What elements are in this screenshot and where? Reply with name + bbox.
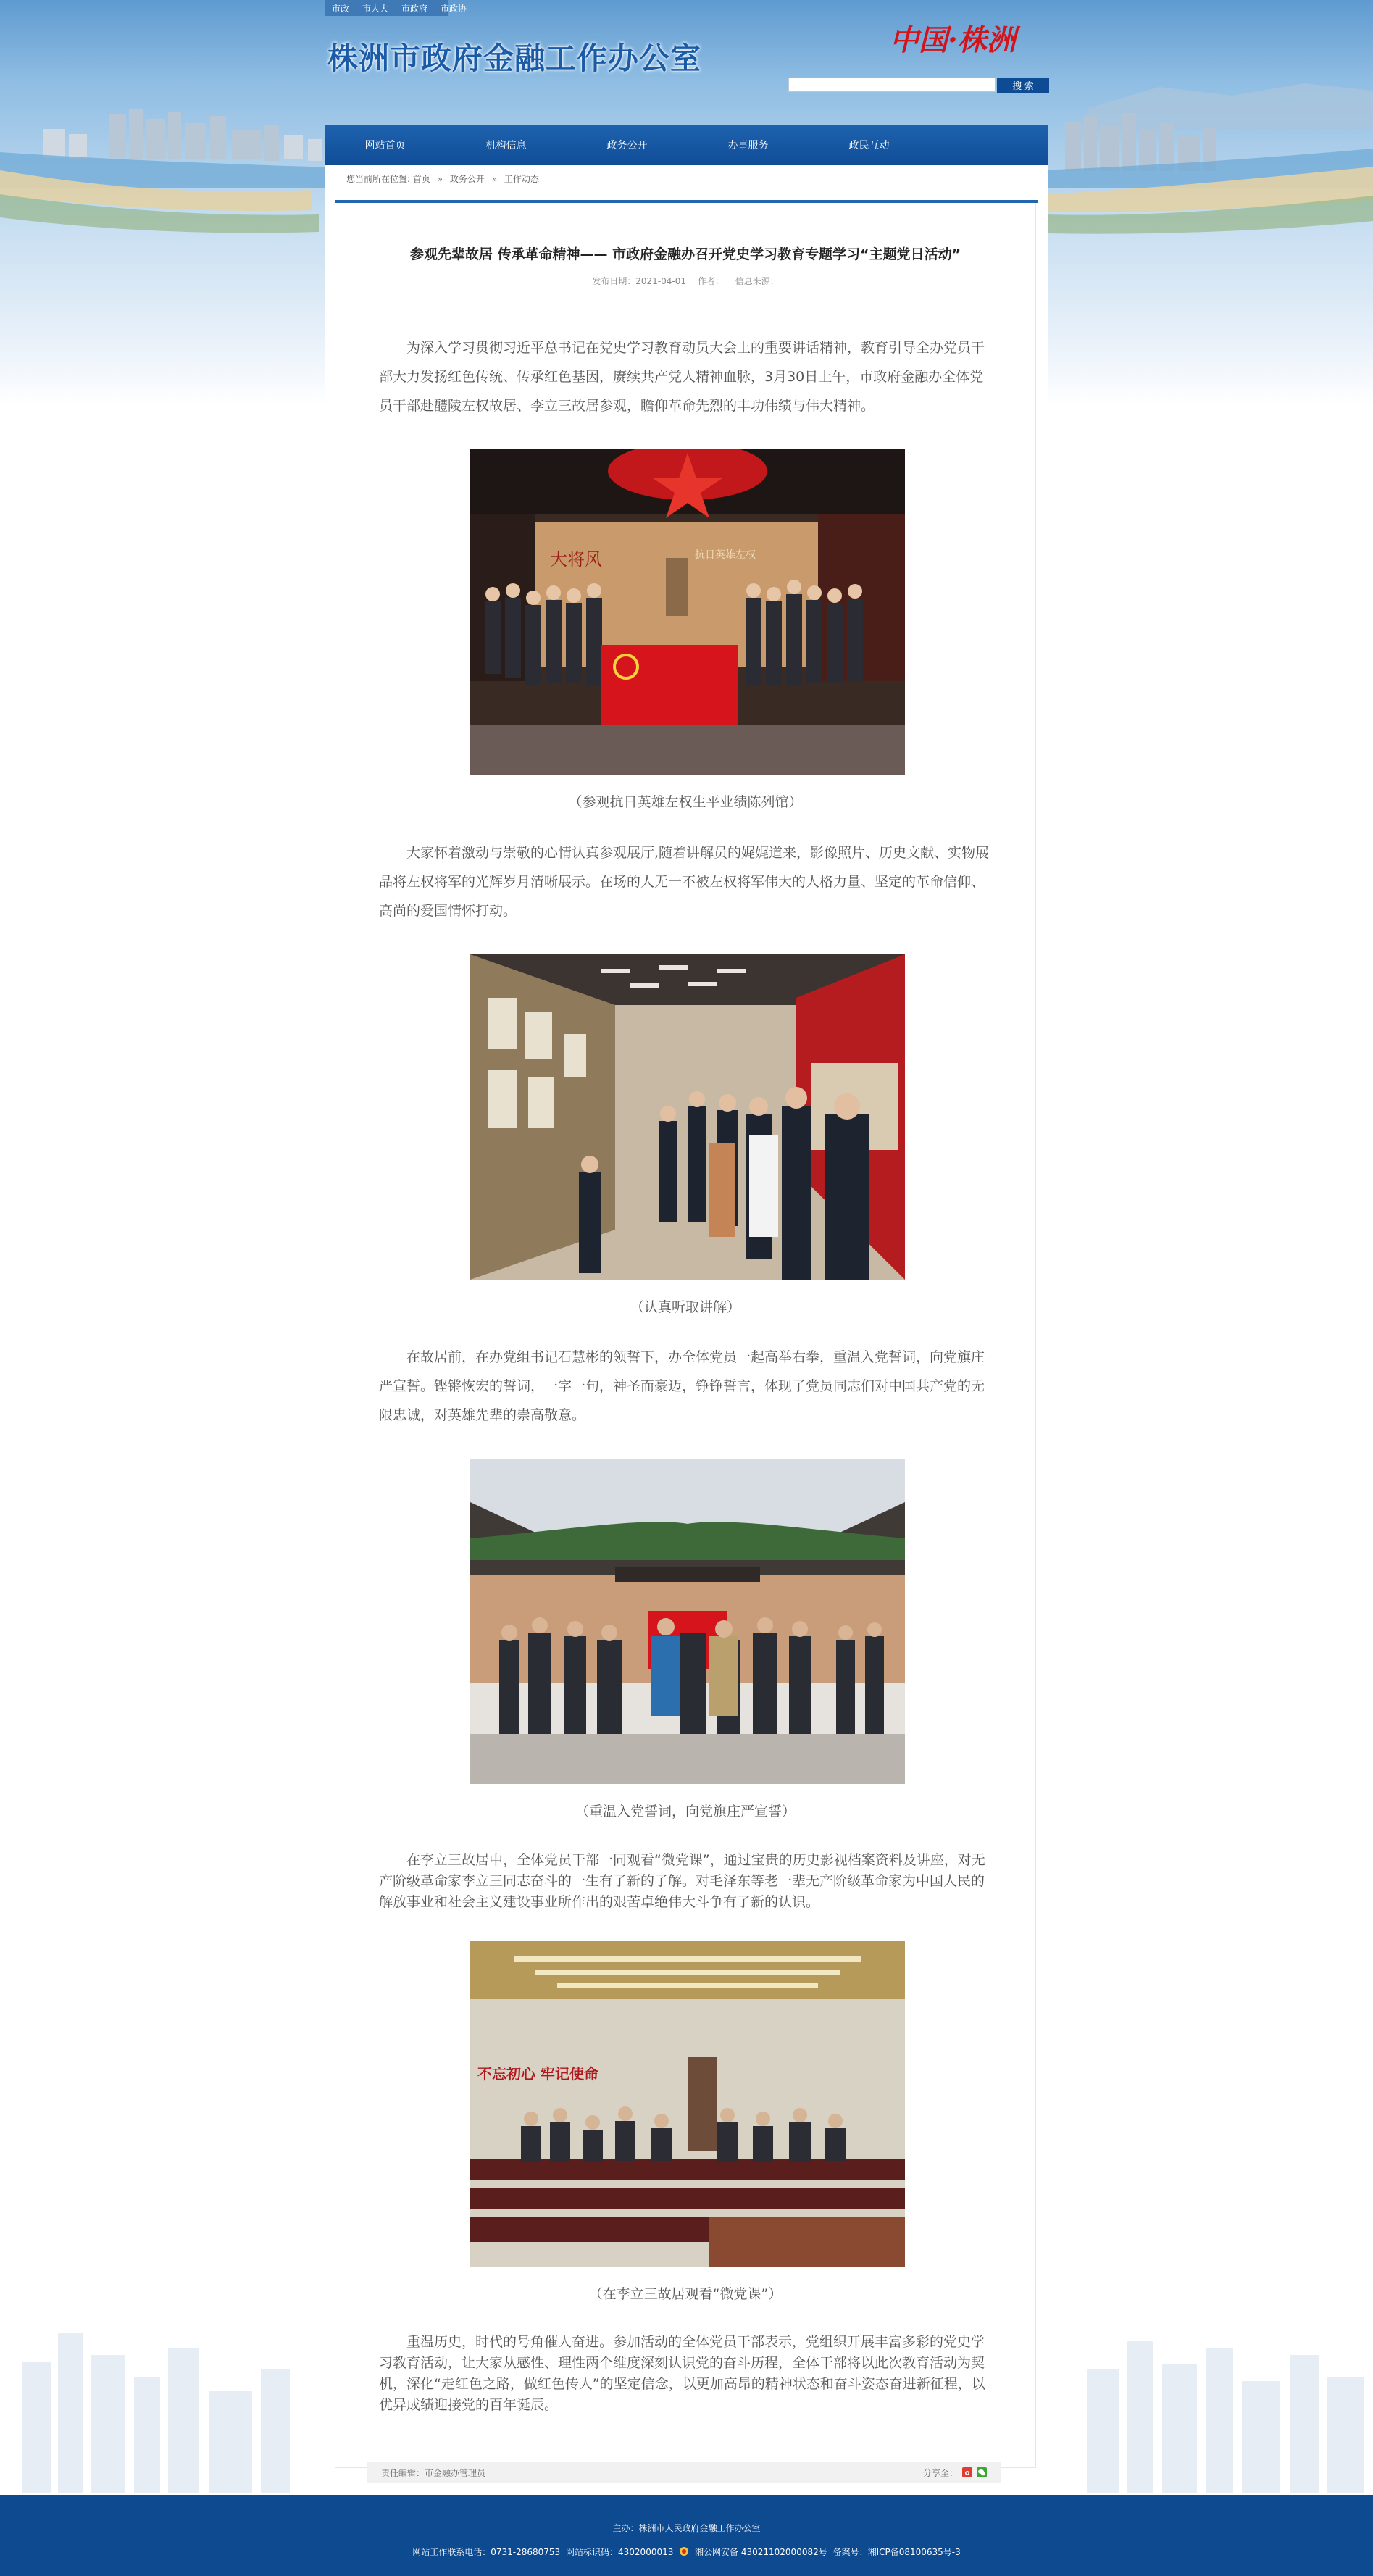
top-link-renda[interactable]: 市人大	[362, 3, 389, 14]
share-group	[923, 2467, 987, 2479]
breadcrumb-separator: »	[491, 174, 498, 184]
top-links-bar	[325, 0, 467, 16]
article-paragraph: 重温历史，时代的号角催人奋进。参加活动的全体党员干部表示，党组织开展丰富多彩的党史学习教育活动，让大家从感性、理性两个维度深刻认识党的奋斗历程，全体干部将以此次教育活动为契机，深化“走红色之路，做红色传人”的坚定信念，以更加高昂的精神状态和奋斗姿态奋进新征程，以优异成绩迎接党的百年诞辰。	[379, 2334, 985, 2413]
site-footer	[0, 2495, 1373, 2576]
footer-info	[0, 2546, 1373, 2559]
article-photo-lecture	[470, 1941, 905, 2267]
article-title: 参观先辈故居 传承革命精神—— 市政府金融办召开党史学习教育专题学习“主题党日活动”	[409, 246, 961, 262]
top-link-shizheng[interactable]: 市政	[332, 3, 350, 14]
article-paragraph: 为深入学习贯彻习近平总书记在党史学习教育动员大会上的重要讲话精神，教育引导全办党员干部大力发扬红色传统、传承红色基因，赓续共产党人精神血脉，3月30日上午，市政府金融办全体党员干部赴醴陵左权故居、李立三故居参观，瞻仰革命先烈的丰功伟绩与伟大精神。	[379, 340, 985, 414]
photo-wall-slogan: 不忘初心 牢记使命	[477, 2065, 598, 2083]
main-nav	[325, 125, 1048, 165]
editor-bar	[367, 2462, 1001, 2483]
slogan-logo: 中国·株洲	[890, 23, 1016, 57]
photo-caption: （认真听取讲解）	[630, 1299, 740, 1315]
banner-text-right: 抗日英雄左权	[695, 549, 756, 561]
breadcrumb-home[interactable]: 首页	[412, 174, 430, 184]
footer-icp[interactable]: 备案号：湘ICP备08100635号-3	[832, 2547, 961, 2557]
article-meta	[335, 275, 1035, 287]
wechat-share-icon[interactable]	[977, 2467, 987, 2477]
article-photo-listening	[470, 954, 905, 1280]
breadcrumb-gov-affairs[interactable]: 政务公开	[449, 174, 485, 184]
source-label: 信息来源：	[735, 276, 779, 286]
weibo-share-icon[interactable]	[962, 2467, 972, 2477]
banner-text-left: 大将风	[550, 549, 602, 570]
search-button[interactable]: 搜 索	[997, 78, 1049, 93]
article	[335, 203, 1036, 2468]
content-area	[325, 165, 1048, 2495]
breadcrumb-separator: »	[437, 174, 443, 184]
nav-item-interaction[interactable]: 政民互动	[848, 140, 890, 151]
top-link-zhengxie[interactable]: 市政协	[441, 3, 467, 14]
site-title: 株洲市政府金融工作办公室	[327, 41, 702, 76]
search-input[interactable]	[788, 78, 996, 92]
publish-date: 发布日期：2021-04-01	[592, 276, 687, 286]
article-paragraph: 在李立三故居中，全体党员干部一同观看“微党课”，通过宝贵的历史影视档案资料及讲座，对无产阶级革命家李立三同志奋斗的一生有了新的了解。对毛泽东等老一辈无产阶级革命家为中国人民的解放事业和社会主义建设事业所作出的艰苦卓绝伟大斗争有了新的认识。	[379, 1852, 985, 1910]
author-label: 作者：	[697, 276, 724, 286]
top-link-zhengfu[interactable]: 市政府	[401, 3, 428, 14]
photo-caption: （在李立三故居观看“微党课”）	[588, 2286, 783, 2302]
responsible-editor: 责任编辑：市金融办管理员	[381, 2467, 486, 2478]
breadcrumb-prefix: 您当前所在位置:	[346, 174, 411, 184]
nav-item-organization[interactable]: 机构信息	[485, 140, 527, 151]
nav-item-services[interactable]: 办事服务	[727, 140, 769, 151]
breadcrumb	[346, 172, 539, 185]
article-photo-exhibition-hall	[470, 449, 905, 775]
nav-item-home[interactable]: 网站首页	[364, 140, 406, 151]
footer-site-id: 网站标识码：4302000013	[566, 2547, 674, 2557]
article-paragraph: 在故居前，在办党组书记石慧彬的领誓下，办全体党员一起高举右拳，重温入党誓词，向党旗庄严宣誓。铿锵恢宏的誓词，一字一句，神圣而豪迈，铮铮誓言，体现了党员同志们对中国共产党的无限忠诚，对英雄先辈的崇高敬意。	[379, 1349, 985, 1423]
photo-caption: （重温入党誓词，向党旗庄严宣誓）	[575, 1804, 796, 1820]
footer-sponsor: 主办：株洲市人民政府金融工作办公室	[612, 2523, 761, 2533]
photo-caption: （参观抗日英雄左权生平业绩陈列馆）	[568, 794, 803, 810]
footer-police-record[interactable]: 湘公网安备 43021102000082号	[695, 2547, 827, 2557]
nav-item-gov-affairs[interactable]: 政务公开	[606, 140, 648, 151]
police-badge-icon	[679, 2546, 689, 2559]
article-photo-oath	[470, 1459, 905, 1784]
breadcrumb-work-news[interactable]: 工作动态	[504, 174, 539, 184]
article-paragraph: 大家怀着激动与崇敬的心情认真参观展厅,随着讲解员的娓娓道来，影像照片、历史文献、实物展品将左权将军的光辉岁月清晰展示。在场的人无一不被左权将军伟大的人格力量、坚定的革命信仰、高尚的爱国情怀打动。	[379, 845, 990, 919]
footer-contact: 网站工作联系电话：0731-28680753	[412, 2547, 561, 2557]
share-label: 分享至：	[922, 2467, 958, 2478]
